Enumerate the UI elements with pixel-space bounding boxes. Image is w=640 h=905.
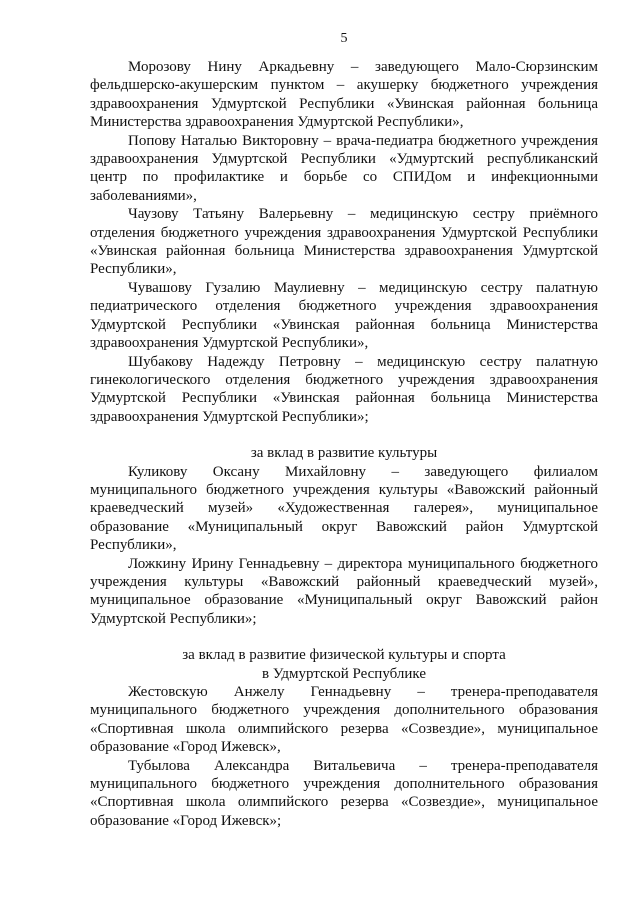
sports-section-heading-line-1: за вклад в развитие физической культуры и спорта	[182, 647, 506, 664]
culture-section-heading: за вклад в развитие культуры	[250, 445, 438, 462]
awardee-entry-shubakova: Шубакову Надежду Петровну – медицинскую сестру палатную гинекологического отделения бюджетного учреждения здравоохранения Удмуртской Республики «Увинская районная больница Министерства здравоохранения Удмуртской Республики»;	[90, 353, 598, 425]
sports-awardees-section	[90, 646, 598, 830]
awardee-entry-chuvashova: Чувашову Гузалию Маулиевну – медицинскую сестру палатную педиатрического отделения бюджетного учреждения здравоохранения Удмуртской Республики «Увинская районная больница Министерства здравоохранения Удмуртской Республики»,	[90, 279, 598, 352]
document-body	[90, 58, 598, 830]
healthcare-awardees-section	[90, 58, 598, 426]
awardee-entry-tubylov: Тубылова Александра Витальевича – тренера-преподавателя муниципального бюджетного учреждения дополнительного образования «Спортивная школа олимпийского резерва «Созвездие», муниципальное образование «Город Ижевск»;	[90, 757, 598, 829]
sports-section-heading-line-2: в Удмуртской Республике	[262, 665, 426, 682]
culture-awardees-section	[90, 444, 598, 628]
awardee-entry-lozhkina: Ложкину Ирину Геннадьевну – директора муниципального бюджетного учреждения культуры «Вавожский районный краеведческий музей», муниципальное образование «Муниципальный округ Вавожский район Удмуртской Республики»;	[90, 555, 598, 627]
awardee-entry-morozova: Морозову Нину Аркадьевну – заведующего Мало-Сюрзинским фельдшерско-акушерским пунктом – акушерку бюджетного учреждения здравоохранения Удмуртской Республики «Увинская районная больница Министерства здравоохранения Удмуртской Республики»,	[90, 59, 598, 131]
page-number: 5	[340, 31, 348, 46]
awardee-entry-zhestovskaya: Жестовскую Анжелу Геннадьевну – тренера-преподавателя муниципального бюджетного учреждения дополнительного образования «Спортивная школа олимпийского резерва «Созвездие», муниципальное образование «Город Ижевск»,	[90, 684, 598, 756]
section-spacer	[90, 628, 598, 646]
awardee-entry-chauzova: Чаузову Татьяну Валерьевну – медицинскую сестру приёмного отделения бюджетного учреждения здравоохранения Удмуртской Республики «Увинская районная больница Министерства здравоохранения Удмуртской Республики»,	[90, 206, 598, 278]
awardee-entry-kulikova: Куликову Оксану Михайловну – заведующего филиалом муниципального бюджетного учреждения культуры «Вавожский районный краеведческий музей» «Художественная галерея», муниципальное образование «Муниципальный округ Вавожский район Удмуртской Республики»,	[90, 463, 598, 554]
section-spacer	[90, 426, 598, 444]
awardee-entry-popova: Попову Наталью Викторовну – врача-педиатра бюджетного учреждения здравоохранения Удмуртской Республики «Удмуртский республиканский центр по профилактике и борьбе со СПИДом и инфекционными заболеваниями»,	[90, 132, 598, 204]
